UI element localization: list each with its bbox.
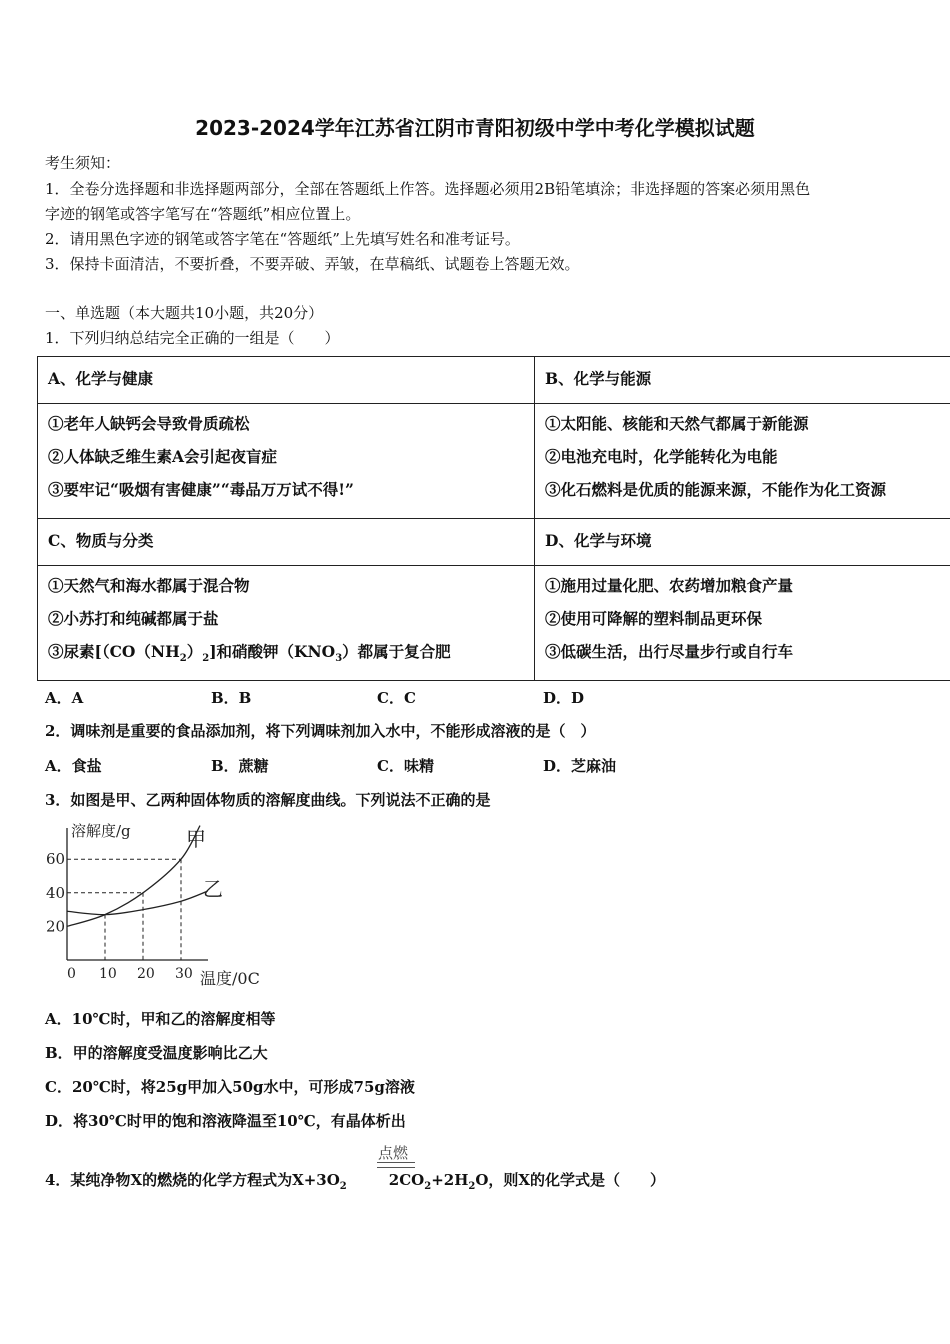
notice-item: 2．请用黑色字迹的钢笔或答字笔在“答题纸”上先填写姓名和准考证号。	[45, 230, 520, 248]
section-heading: 一、单选题（本大题共10小题，共20分）	[45, 304, 324, 322]
q1-option-c[interactable]: C．C	[377, 689, 416, 707]
question-1-table	[37, 356, 950, 681]
question-1-stem: 1．下列归纳总结完全正确的一组是（ ）	[45, 329, 340, 347]
q2-option-b[interactable]: B．蔗糖	[211, 757, 269, 775]
series-label: 乙	[203, 877, 223, 901]
y-tick-label: 60	[46, 850, 66, 869]
x-axis-label: 温度/0C	[200, 969, 260, 988]
y-axis-label: 溶解度/g	[71, 822, 131, 840]
x-tick-label: 30	[175, 966, 193, 982]
cell-a-body	[38, 404, 535, 519]
reaction-condition: 点燃	[378, 1144, 409, 1162]
q2-option-c[interactable]: C．味精	[377, 757, 434, 775]
notice-item: 3．保持卡面清洁，不要折叠，不要弄破、弄皱，在草稿纸、试题卷上答题无效。	[45, 255, 580, 273]
cell-a-head: A、化学与健康	[38, 357, 535, 404]
y-tick-label: 40	[46, 883, 66, 902]
table-line: ①施用过量化肥、农药增加粮食产量	[545, 576, 794, 595]
table-line: ③化石燃料是优质的能源来源，不能作为化工资源	[545, 480, 887, 499]
cell-c-body	[38, 566, 535, 681]
table-line: ①太阳能、核能和天然气都属于新能源	[545, 414, 809, 433]
q3-option-a[interactable]: A．10℃时，甲和乙的溶解度相等	[45, 1010, 276, 1028]
q1-option-b[interactable]: B．B	[211, 689, 252, 707]
table-line: ②人体缺乏维生素A会引起夜盲症	[48, 447, 278, 466]
q3-option-b[interactable]: B．甲的溶解度受温度影响比乙大	[45, 1044, 268, 1062]
x-tick-label: 10	[99, 966, 117, 982]
cell-b-head: B、化学与能源	[535, 357, 950, 404]
table-line: ①天然气和海水都属于混合物	[48, 576, 250, 595]
table-line: ②小苏打和纯碱都属于盐	[48, 609, 219, 628]
cell-d-head: D、化学与环境	[535, 519, 950, 566]
q1-option-d[interactable]: D．D	[543, 689, 585, 707]
question-4-stem: 4．某纯净物X的燃烧的化学方程式为$X+3O_2$ $2CO_2+2H_2O$，则X的化学式是（ ）	[45, 1171, 666, 1192]
table-line: ①老年人缺钙会导致骨质疏松	[48, 414, 250, 433]
table-line: ②使用可降解的塑料制品更环保	[545, 609, 763, 628]
q2-option-a[interactable]: A．食盐	[45, 757, 102, 775]
cell-b-body	[535, 404, 950, 519]
x-tick-label: 20	[137, 966, 155, 982]
notice-item: 字迹的钢笔或答字笔写在“答题纸”相应位置上。	[45, 205, 361, 223]
notice-item: 1．全卷分选择题和非选择题两部分，全部在答题纸上作答。选择题必须用2B铅笔填涂；非选择题的答案必须用黑色	[45, 180, 811, 198]
question-3-stem: 3．如图是甲、乙两种固体物质的溶解度曲线。下列说法不正确的是	[45, 791, 491, 809]
question-2-stem: 2．调味剂是重要的食品添加剂，将下列调味剂加入水中，不能形成溶液的是（ ）	[45, 722, 596, 740]
q3-option-d[interactable]: D．将30℃时甲的饱和溶液降温至10℃，有晶体析出	[45, 1112, 406, 1130]
table-line: ③要牢记“吸烟有害健康”“毒品万万试不得!”	[48, 480, 354, 499]
equals-sign-double-bar	[377, 1162, 415, 1168]
solubility-chart	[40, 818, 280, 993]
q2-option-d[interactable]: D．芝麻油	[543, 757, 617, 775]
q3-option-c[interactable]: C．20℃时，将25g甲加入50g水中，可形成75g溶液	[45, 1078, 415, 1096]
q1-option-a[interactable]: A．A	[45, 689, 84, 707]
page-title: 2023-2024学年江苏省江阴市青阳初级中学中考化学模拟试题	[195, 116, 755, 140]
table-line: ③尿素[$(CO(NH_2)_2]$和硝酸钾$(KNO_3)$都属于复合肥	[48, 642, 451, 665]
cell-d-body	[535, 566, 950, 681]
notice-heading: 考生须知：	[45, 154, 121, 172]
table-line: ③低碳生活，出行尽量步行或自行车	[545, 642, 794, 661]
series-label: 甲	[186, 827, 206, 851]
y-tick-label: 20	[46, 917, 66, 936]
x-tick-label: 0	[67, 966, 76, 982]
cell-c-head: C、物质与分类	[38, 519, 535, 566]
table-line: ②电池充电时，化学能转化为电能	[545, 447, 778, 466]
curve-yi	[67, 891, 208, 915]
